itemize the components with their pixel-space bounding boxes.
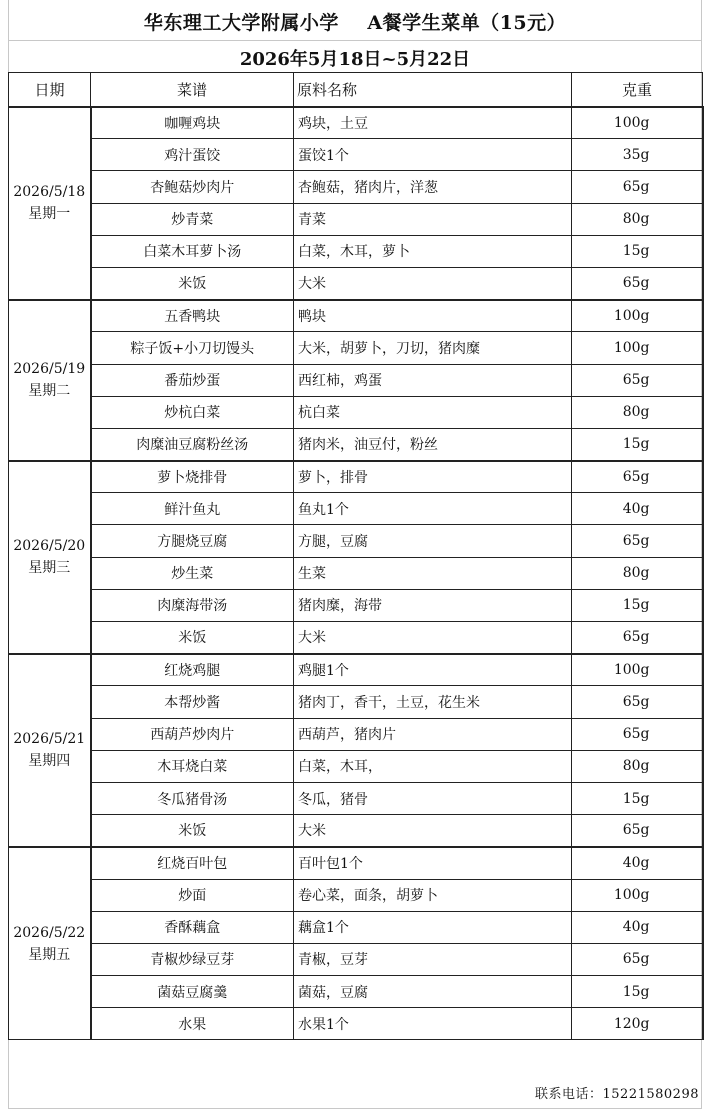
- ingredients-cell: 大米: [294, 267, 572, 299]
- table-row: [9, 686, 703, 718]
- weight-cell: 15g: [572, 782, 703, 814]
- weight-cell: 40g: [572, 847, 703, 879]
- dish-cell: 米饭: [91, 267, 294, 299]
- weight-cell: 15g: [572, 589, 703, 621]
- day-cell: [9, 300, 91, 461]
- ingredients-cell: 冬瓜，猪骨: [294, 782, 572, 814]
- ingredients-cell: 青菜: [294, 203, 572, 235]
- ingredients-cell: 生菜: [294, 557, 572, 589]
- ingredients-cell: 大米，胡萝卜，刀切，猪肉糜: [294, 332, 572, 364]
- day-weekday: 星期三: [28, 560, 71, 577]
- ingredients-cell: 鸡块，土豆: [294, 107, 572, 139]
- dish-cell: 本帮炒酱: [91, 686, 294, 718]
- table-row: [9, 976, 703, 1008]
- table-row: [9, 718, 703, 750]
- weight-cell: 65g: [572, 525, 703, 557]
- table-row: [9, 557, 703, 589]
- weight-cell: 65g: [572, 686, 703, 718]
- ingredients-cell: 西葫芦，猪肉片: [294, 718, 572, 750]
- weight-cell: 40g: [572, 493, 703, 525]
- dish-cell: 冬瓜猪骨汤: [91, 782, 294, 814]
- ingredients-cell: 西红柿，鸡蛋: [294, 364, 572, 396]
- weight-cell: 100g: [572, 654, 703, 686]
- weight-cell: 15g: [572, 235, 703, 267]
- dish-cell: 水果: [91, 1008, 294, 1040]
- table-row: [9, 782, 703, 814]
- dish-cell: 香酥藕盒: [91, 911, 294, 943]
- weight-cell: 80g: [572, 557, 703, 589]
- page-title: 华东理工大学附属小学 A餐学生菜单（15元）: [143, 12, 567, 34]
- dish-cell: 杏鲍菇炒肉片: [91, 171, 294, 203]
- day-date: 2026/5/22: [13, 924, 86, 941]
- weight-cell: 80g: [572, 750, 703, 782]
- weight-cell: 80g: [572, 396, 703, 428]
- header-date: 日期: [9, 73, 91, 107]
- dish-cell: 番茄炒蛋: [91, 364, 294, 396]
- ingredients-cell: 猪肉糜，海带: [294, 589, 572, 621]
- dish-cell: 米饭: [91, 815, 294, 847]
- table-row: [9, 235, 703, 267]
- day-cell: [9, 107, 91, 300]
- weight-cell: 35g: [572, 139, 703, 171]
- table-row: [9, 654, 703, 686]
- dish-cell: 萝卜烧排骨: [91, 461, 294, 493]
- day-date: 2026/5/21: [13, 731, 86, 748]
- weight-cell: 65g: [572, 171, 703, 203]
- contact-phone: 联系电话：15221580298: [535, 1087, 699, 1102]
- table-row: [9, 493, 703, 525]
- day-weekday: 星期五: [28, 946, 71, 963]
- dish-cell: 菌菇豆腐羹: [91, 976, 294, 1008]
- ingredients-cell: 方腿，豆腐: [294, 525, 572, 557]
- table-row: [9, 139, 703, 171]
- table-row: [9, 107, 703, 139]
- weight-cell: 100g: [572, 300, 703, 332]
- weight-cell: 15g: [572, 976, 703, 1008]
- weight-cell: 65g: [572, 364, 703, 396]
- dish-cell: 白菜木耳萝卜汤: [91, 235, 294, 267]
- weight-cell: 65g: [572, 267, 703, 299]
- day-date: 2026/5/18: [13, 184, 86, 201]
- ingredients-cell: 菌菇，豆腐: [294, 976, 572, 1008]
- table-row: [9, 267, 703, 299]
- dish-cell: 西葫芦炒肉片: [91, 718, 294, 750]
- table-row: [9, 332, 703, 364]
- ingredients-cell: 猪肉米，油豆付，粉丝: [294, 428, 572, 460]
- ingredients-cell: 杭白菜: [294, 396, 572, 428]
- table-row: [9, 364, 703, 396]
- day-weekday: 星期二: [28, 383, 71, 400]
- table-row: [9, 847, 703, 879]
- table-row: [9, 396, 703, 428]
- table-row: [9, 171, 703, 203]
- ingredients-cell: 鸡腿1个: [294, 654, 572, 686]
- title-divider: [9, 40, 701, 41]
- table-row: [9, 589, 703, 621]
- day-cell: [9, 654, 91, 847]
- weight-cell: 100g: [572, 879, 703, 911]
- day-weekday: 星期四: [28, 753, 71, 770]
- weight-cell: 65g: [572, 815, 703, 847]
- weight-cell: 40g: [572, 911, 703, 943]
- ingredients-cell: 藕盒1个: [294, 911, 572, 943]
- table-row: [9, 622, 703, 654]
- dish-cell: 肉糜海带汤: [91, 589, 294, 621]
- dish-cell: 青椒炒绿豆芽: [91, 943, 294, 975]
- header-dish: 菜谱: [91, 73, 294, 107]
- ingredients-cell: 青椒，豆芽: [294, 943, 572, 975]
- weight-cell: 65g: [572, 622, 703, 654]
- ingredients-cell: 杏鲍菇，猪肉片，洋葱: [294, 171, 572, 203]
- header-weight: 克重: [572, 73, 703, 107]
- dish-cell: 红烧鸡腿: [91, 654, 294, 686]
- dish-cell: 米饭: [91, 622, 294, 654]
- ingredients-cell: 大米: [294, 815, 572, 847]
- ingredients-cell: 大米: [294, 622, 572, 654]
- menu-table: [8, 72, 704, 1040]
- weight-cell: 65g: [572, 943, 703, 975]
- table-row: [9, 879, 703, 911]
- day-cell: [9, 461, 91, 654]
- ingredients-cell: 百叶包1个: [294, 847, 572, 879]
- ingredients-cell: 萝卜，排骨: [294, 461, 572, 493]
- menu-body: [9, 107, 703, 1040]
- dish-cell: 粽子饭+小刀切馒头: [91, 332, 294, 364]
- day-date: 2026/5/19: [13, 361, 86, 378]
- ingredients-cell: 水果1个: [294, 1008, 572, 1040]
- table-row: [9, 300, 703, 332]
- dish-cell: 炒生菜: [91, 557, 294, 589]
- table-row: [9, 461, 703, 493]
- dish-cell: 木耳烧白菜: [91, 750, 294, 782]
- weight-cell: 65g: [572, 461, 703, 493]
- day-cell: [9, 847, 91, 1040]
- dish-cell: 肉糜油豆腐粉丝汤: [91, 428, 294, 460]
- header-ingredients: 原料名称: [294, 73, 572, 107]
- table-row: [9, 815, 703, 847]
- dish-cell: 炒面: [91, 879, 294, 911]
- weight-cell: 100g: [572, 332, 703, 364]
- dish-cell: 方腿烧豆腐: [91, 525, 294, 557]
- dish-cell: 红烧百叶包: [91, 847, 294, 879]
- table-row: [9, 750, 703, 782]
- ingredients-cell: 蛋饺1个: [294, 139, 572, 171]
- dish-cell: 咖喱鸡块: [91, 107, 294, 139]
- ingredients-cell: 鱼丸1个: [294, 493, 572, 525]
- page-border-bottom: [8, 1108, 702, 1109]
- date-range: 2026年5月18日~5月22日: [239, 49, 471, 70]
- weight-cell: 100g: [572, 107, 703, 139]
- dish-cell: 五香鸭块: [91, 300, 294, 332]
- table-row: [9, 203, 703, 235]
- weight-cell: 15g: [572, 428, 703, 460]
- table-row: [9, 428, 703, 460]
- table-header-row: [9, 73, 703, 107]
- weight-cell: 120g: [572, 1008, 703, 1040]
- dish-cell: 炒杭白菜: [91, 396, 294, 428]
- table-row: [9, 911, 703, 943]
- ingredients-cell: 卷心菜，面条，胡萝卜: [294, 879, 572, 911]
- weight-cell: 65g: [572, 718, 703, 750]
- ingredients-cell: 猪肉丁，香干，土豆，花生米: [294, 686, 572, 718]
- dish-cell: 鸡汁蛋饺: [91, 139, 294, 171]
- table-row: [9, 943, 703, 975]
- dish-cell: 炒青菜: [91, 203, 294, 235]
- day-date: 2026/5/20: [13, 538, 86, 555]
- table-row: [9, 525, 703, 557]
- day-weekday: 星期一: [28, 206, 71, 223]
- ingredients-cell: 白菜，木耳，: [294, 750, 572, 782]
- ingredients-cell: 鸭块: [294, 300, 572, 332]
- weight-cell: 80g: [572, 203, 703, 235]
- table-row: [9, 1008, 703, 1040]
- ingredients-cell: 白菜，木耳，萝卜: [294, 235, 572, 267]
- dish-cell: 鲜汁鱼丸: [91, 493, 294, 525]
